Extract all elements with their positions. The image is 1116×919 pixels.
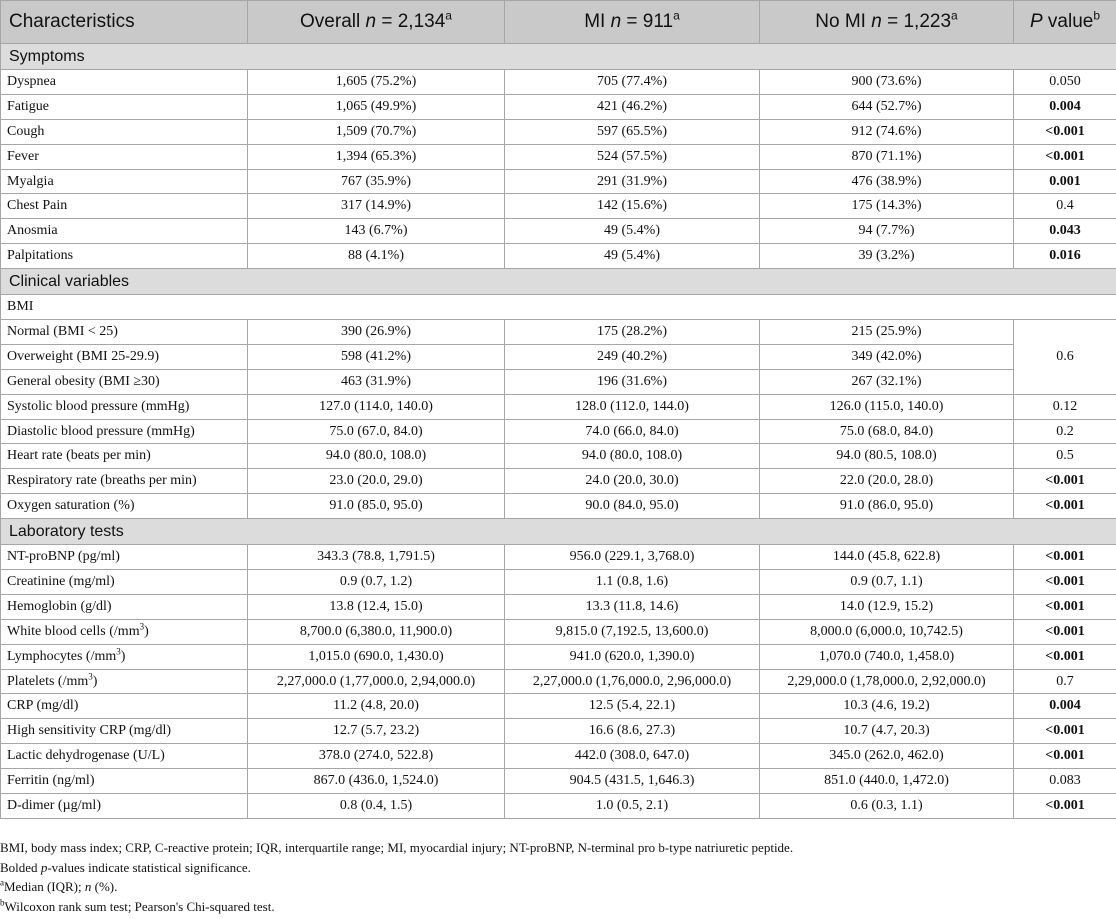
overall-value: 11.2 (4.8, 20.0) [248, 694, 505, 719]
overall-value: 1,509 (70.7%) [248, 119, 505, 144]
no-mi-value: 349 (42.0%) [760, 344, 1014, 369]
p-value: <0.001 [1014, 494, 1116, 519]
row-label-text: CRP (mg/dl) [7, 698, 79, 714]
p-value: <0.001 [1014, 570, 1116, 595]
mi-value: 442.0 (308.0, 647.0) [505, 744, 760, 769]
row-label [1, 119, 248, 144]
overall-value: 12.7 (5.7, 23.2) [248, 719, 505, 744]
table-row [1, 219, 1116, 244]
p-value: 0.083 [1014, 769, 1116, 794]
p-value: 0.2 [1014, 419, 1116, 444]
row-label-text: White blood cells (/mm [7, 623, 140, 639]
no-mi-value: 126.0 (115.0, 140.0) [760, 394, 1014, 419]
no-mi-value: 2,29,000.0 (1,78,000.0, 2,92,000.0) [760, 669, 1014, 694]
no-mi-value: 0.6 (0.3, 1.1) [760, 794, 1014, 819]
row-label [1, 94, 248, 119]
mi-value: 94.0 (80.0, 108.0) [505, 444, 760, 469]
table-row [1, 769, 1116, 794]
no-mi-value: 94.0 (80.5, 108.0) [760, 444, 1014, 469]
unit-exponent: 3 [116, 645, 121, 656]
row-label-text: Oxygen saturation (%) [7, 498, 135, 514]
mi-value: 2,27,000.0 (1,76,000.0, 2,96,000.0) [505, 669, 760, 694]
row-label [1, 744, 248, 769]
section-clinical-variables [1, 269, 1116, 295]
overall-value: 2,27,000.0 (1,77,000.0, 2,94,000.0) [248, 669, 505, 694]
overall-value: 75.0 (67.0, 84.0) [248, 419, 505, 444]
row-label-text: Fever [7, 148, 39, 164]
row-label [1, 419, 248, 444]
row-label-text: Fatigue [7, 98, 49, 114]
row-label [1, 219, 248, 244]
no-mi-value: 22.0 (20.0, 28.0) [760, 469, 1014, 494]
header-no-mi: No MI n = 1,223$^a$ [760, 1, 1014, 44]
p-value: 0.4 [1014, 194, 1116, 219]
row-label-text: Respiratory rate (breaths per min) [7, 473, 197, 489]
no-mi-value: 215 (25.9%) [760, 320, 1014, 345]
row-label [1, 194, 248, 219]
table-row [1, 494, 1116, 519]
unit-exponent: 3 [139, 621, 145, 632]
row-label [1, 394, 248, 419]
no-mi-value: 476 (38.9%) [760, 169, 1014, 194]
mi-value: 142 (15.6%) [505, 194, 760, 219]
no-mi-value: 39 (3.2%) [760, 244, 1014, 269]
table-row [1, 394, 1116, 419]
no-mi-value: 912 (74.6%) [760, 119, 1014, 144]
footnote-a: $^a$Median (IQR); n (%). [0, 877, 118, 894]
row-label [1, 144, 248, 169]
mi-value: 1.1 (0.8, 1.6) [505, 570, 760, 595]
section-laboratory-tests [1, 519, 1116, 545]
row-label [1, 769, 248, 794]
row-label [1, 545, 248, 570]
table-header-row [1, 1, 1116, 44]
no-mi-value: 10.7 (4.7, 20.3) [760, 719, 1014, 744]
table-row [1, 244, 1116, 269]
row-label-text: Chest Pain [7, 198, 68, 214]
overall-value: 390 (26.9%) [248, 320, 505, 345]
overall-value: 8,700.0 (6,380.0, 11,900.0) [248, 619, 505, 644]
mi-value: 13.3 (11.8, 14.6) [505, 594, 760, 619]
overall-value: 343.3 (78.8, 1,791.5) [248, 545, 505, 570]
row-label-text: D-dimer (µg/ml) [7, 797, 101, 813]
footnote-b: $^b$Wilcoxon rank sum test; Pearson's Chi-squared test. [0, 897, 275, 914]
no-mi-value: 267 (32.1%) [760, 369, 1014, 394]
mi-value: 49 (5.4%) [505, 219, 760, 244]
table-row [1, 694, 1116, 719]
p-value: 0.004 [1014, 94, 1116, 119]
p-value: 0.050 [1014, 70, 1116, 95]
overall-value: 767 (35.9%) [248, 169, 505, 194]
overall-value: 1,394 (65.3%) [248, 144, 505, 169]
row-label-text: Systolic blood pressure (mmHg) [7, 398, 190, 414]
mi-value: 249 (40.2%) [505, 344, 760, 369]
overall-value: 1,605 (75.2%) [248, 70, 505, 95]
unit-exponent: 3 [88, 670, 93, 681]
mi-value: 74.0 (66.0, 84.0) [505, 419, 760, 444]
footnote-bolded: Bolded p-values indicate statistical significance. [0, 859, 251, 875]
row-label: Normal (BMI < 25) [1, 320, 248, 345]
p-value: 0.004 [1014, 694, 1116, 719]
table-row [1, 469, 1116, 494]
p-value: <0.001 [1014, 719, 1116, 744]
mi-value: 49 (5.4%) [505, 244, 760, 269]
header-p-value: P value$^b$ [1014, 1, 1116, 44]
overall-value: 378.0 (274.0, 522.8) [248, 744, 505, 769]
header-overall: Overall n = 2,134$^a$ [248, 1, 505, 44]
no-mi-value: 644 (52.7%) [760, 94, 1014, 119]
no-mi-value: 345.0 (262.0, 462.0) [760, 744, 1014, 769]
row-label [1, 619, 248, 644]
p-value: 0.043 [1014, 219, 1116, 244]
overall-value: 598 (41.2%) [248, 344, 505, 369]
row-label-text: Ferritin (ng/ml) [7, 773, 95, 789]
mi-value: 196 (31.6%) [505, 369, 760, 394]
row-label [1, 494, 248, 519]
overall-value: 143 (6.7%) [248, 219, 505, 244]
overall-value: 127.0 (114.0, 140.0) [248, 394, 505, 419]
table-row [1, 144, 1116, 169]
row-label-text: Diastolic blood pressure (mmHg) [7, 423, 195, 439]
row-label [1, 644, 248, 669]
mi-value: 9,815.0 (7,192.5, 13,600.0) [505, 619, 760, 644]
no-mi-value: 175 (14.3%) [760, 194, 1014, 219]
no-mi-value: 91.0 (86.0, 95.0) [760, 494, 1014, 519]
p-value: <0.001 [1014, 594, 1116, 619]
mi-value: 128.0 (112.0, 144.0) [505, 394, 760, 419]
row-label-text: NT-proBNP (pg/ml) [7, 549, 120, 565]
row-label [1, 169, 248, 194]
mi-value: 524 (57.5%) [505, 144, 760, 169]
no-mi-value: 10.3 (4.6, 19.2) [760, 694, 1014, 719]
p-value: 0.5 [1014, 444, 1116, 469]
mi-value: 956.0 (229.1, 3,768.0) [505, 545, 760, 570]
bmi-group-label: BMI [1, 295, 1116, 320]
p-value: <0.001 [1014, 469, 1116, 494]
row-label-text: Cough [7, 123, 45, 139]
overall-value: 91.0 (85.0, 95.0) [248, 494, 505, 519]
row-label [1, 444, 248, 469]
p-value: 0.016 [1014, 244, 1116, 269]
p-value: 0.001 [1014, 169, 1116, 194]
overall-value: 0.9 (0.7, 1.2) [248, 570, 505, 595]
overall-value: 88 (4.1%) [248, 244, 505, 269]
row-label [1, 794, 248, 819]
row-label-text: Myalgia [7, 173, 54, 189]
row-label-text: Hemoglobin (g/dl) [7, 598, 112, 614]
no-mi-value: 870 (71.1%) [760, 144, 1014, 169]
overall-value: 463 (31.9%) [248, 369, 505, 394]
header-characteristics: Characteristics [1, 1, 248, 44]
table-row [1, 719, 1116, 744]
mi-value: 904.5 (431.5, 1,646.3) [505, 769, 760, 794]
table-footnotes [0, 838, 1110, 916]
row-label-end: ) [144, 623, 149, 639]
mi-value: 421 (46.2%) [505, 94, 760, 119]
overall-value: 867.0 (436.0, 1,524.0) [248, 769, 505, 794]
row-label [1, 669, 248, 694]
row-label: Overweight (BMI 25-29.9) [1, 344, 248, 369]
mi-value: 597 (65.5%) [505, 119, 760, 144]
overall-value: 0.8 (0.4, 1.5) [248, 794, 505, 819]
p-value: <0.001 [1014, 744, 1116, 769]
row-label-text: Dyspnea [7, 73, 56, 89]
header-mi: MI $n = 911^a$ [505, 1, 760, 44]
mi-value: 24.0 (20.0, 30.0) [505, 469, 760, 494]
mi-value: 16.6 (8.6, 27.3) [505, 719, 760, 744]
table-row [1, 70, 1116, 95]
row-label [1, 719, 248, 744]
row-label-text: Palpitations [7, 248, 74, 264]
section-laboratory-tests-title: Laboratory tests [1, 519, 1116, 545]
table-row [1, 794, 1116, 819]
bmi-group-row [1, 295, 1116, 320]
table-row [1, 594, 1116, 619]
mi-value: 705 (77.4%) [505, 70, 760, 95]
row-label [1, 70, 248, 95]
no-mi-value: 8,000.0 (6,000.0, 10,742.5) [760, 619, 1014, 644]
row-label-text: Lactic dehydrogenase (U/L) [7, 748, 165, 764]
mi-value: 12.5 (5.4, 22.1) [505, 694, 760, 719]
section-symptoms-title: Symptoms [1, 44, 1116, 70]
table-row [1, 94, 1116, 119]
table-row [1, 320, 1116, 345]
row-label-text: Anosmia [7, 223, 58, 239]
overall-value: 317 (14.9%) [248, 194, 505, 219]
table-row [1, 669, 1116, 694]
overall-value: 94.0 (80.0, 108.0) [248, 444, 505, 469]
overall-value: 1,065 (49.9%) [248, 94, 505, 119]
overall-value: 1,015.0 (690.0, 1,430.0) [248, 644, 505, 669]
section-symptoms [1, 44, 1116, 70]
footnote-abbreviations: BMI, body mass index; CRP, C-reactive protein; IQR, interquartile range; MI, myocardial injury; NT-proBNP, N-terminal pro b-type natriuretic peptide. [0, 840, 794, 855]
mi-value: 175 (28.2%) [505, 320, 760, 345]
table-row [1, 344, 1116, 369]
row-label-text: Creatinine (mg/ml) [7, 573, 115, 589]
p-value: <0.001 [1014, 144, 1116, 169]
table-row [1, 644, 1116, 669]
row-label [1, 570, 248, 595]
table-row [1, 119, 1116, 144]
row-label [1, 469, 248, 494]
overall-value: 13.8 (12.4, 15.0) [248, 594, 505, 619]
bmi-p-value: 0.6 [1014, 320, 1116, 395]
row-label-text: High sensitivity CRP (mg/dl) [7, 723, 171, 739]
mi-value: 291 (31.9%) [505, 169, 760, 194]
row-label-text: Heart rate (beats per min) [7, 448, 151, 464]
table-row [1, 444, 1116, 469]
no-mi-value: 144.0 (45.8, 622.8) [760, 545, 1014, 570]
no-mi-value: 14.0 (12.9, 15.2) [760, 594, 1014, 619]
table-row [1, 545, 1116, 570]
mi-value: 941.0 (620.0, 1,390.0) [505, 644, 760, 669]
row-label-end: ) [120, 648, 126, 664]
table-row [1, 570, 1116, 595]
section-clinical-variables-title: Clinical variables [1, 269, 1116, 295]
overall-value: 23.0 (20.0, 29.0) [248, 469, 505, 494]
p-value: <0.001 [1014, 644, 1116, 669]
mi-value: 1.0 (0.5, 2.1) [505, 794, 760, 819]
table-row [1, 369, 1116, 394]
p-value: 0.7 [1014, 669, 1116, 694]
row-label [1, 594, 248, 619]
no-mi-value: 900 (73.6%) [760, 70, 1014, 95]
row-label [1, 694, 248, 719]
no-mi-value: 851.0 (440.0, 1,472.0) [760, 769, 1014, 794]
table-row [1, 619, 1116, 644]
table-row [1, 194, 1116, 219]
row-label [1, 244, 248, 269]
p-value: <0.001 [1014, 545, 1116, 570]
row-label-text: Lymphocytes (/mm [7, 648, 117, 664]
p-value: <0.001 [1014, 794, 1116, 819]
mi-value: 90.0 (84.0, 95.0) [505, 494, 760, 519]
no-mi-value: 94 (7.7%) [760, 219, 1014, 244]
p-value: <0.001 [1014, 119, 1116, 144]
p-value: <0.001 [1014, 619, 1116, 644]
row-label-text: Platelets (/mm [7, 673, 89, 689]
table-row [1, 169, 1116, 194]
p-value: 0.12 [1014, 394, 1116, 419]
no-mi-value: 1,070.0 (740.0, 1,458.0) [760, 644, 1014, 669]
no-mi-value: 0.9 (0.7, 1.1) [760, 570, 1014, 595]
table-row [1, 419, 1116, 444]
no-mi-value: 75.0 (68.0, 84.0) [760, 419, 1014, 444]
row-label-end: ) [92, 673, 98, 689]
table-row [1, 744, 1116, 769]
row-label: General obesity (BMI ≥30) [1, 369, 248, 394]
